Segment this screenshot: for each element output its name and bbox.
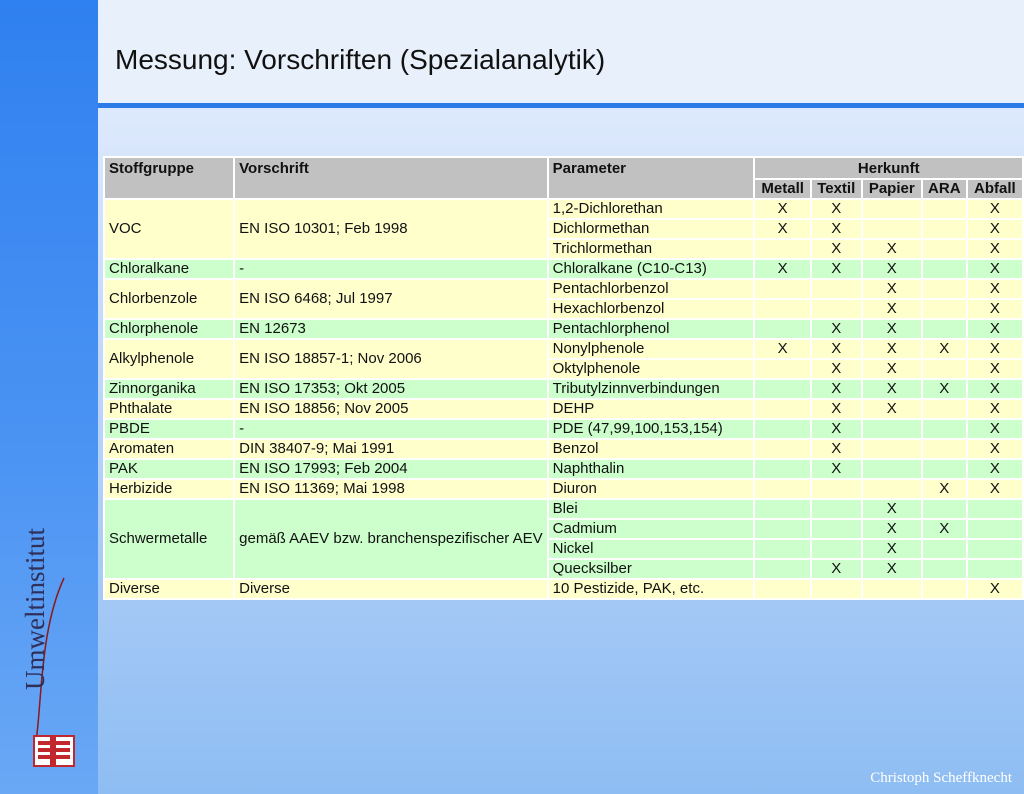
table-row (104, 459, 1023, 479)
cell-herkunft-mark (922, 579, 967, 599)
cell-herkunft-mark: X (754, 339, 810, 359)
cell-herkunft-mark: X (967, 199, 1023, 219)
cell-herkunft-mark (922, 439, 967, 459)
cell-herkunft-mark (967, 539, 1023, 559)
cell-herkunft-mark (922, 419, 967, 439)
cell-herkunft-mark (754, 459, 810, 479)
header-abfall: Abfall (967, 179, 1023, 199)
cell-vorschrift: - (234, 259, 548, 279)
cell-herkunft-mark: X (754, 199, 810, 219)
cell-herkunft-mark (754, 519, 810, 539)
cell-herkunft-mark: X (754, 259, 810, 279)
cell-herkunft-mark (862, 439, 922, 459)
cell-parameter: Nickel (548, 539, 755, 559)
cell-vorschrift: EN 12673 (234, 319, 548, 339)
cell-herkunft-mark: X (967, 259, 1023, 279)
cell-herkunft-mark: X (862, 559, 922, 579)
cell-herkunft-mark: X (811, 399, 862, 419)
measurement-table (103, 156, 1024, 600)
cell-vorschrift: EN ISO 18857-1; Nov 2006 (234, 339, 548, 379)
cell-herkunft-mark (811, 299, 862, 319)
header-metall: Metall (754, 179, 810, 199)
cell-vorschrift: - (234, 419, 548, 439)
cell-herkunft-mark (922, 359, 967, 379)
cell-herkunft-mark (862, 219, 922, 239)
cell-vorschrift: EN ISO 18856; Nov 2005 (234, 399, 548, 419)
cell-parameter: Naphthalin (548, 459, 755, 479)
cell-parameter: Blei (548, 499, 755, 519)
cell-parameter: Cadmium (548, 519, 755, 539)
cell-herkunft-mark: X (967, 339, 1023, 359)
table-row (104, 499, 1023, 519)
cell-herkunft-mark (922, 199, 967, 219)
table-row (104, 439, 1023, 459)
cell-herkunft-mark (922, 459, 967, 479)
cell-herkunft-mark: X (922, 519, 967, 539)
author-credit: Christoph Scheffknecht (870, 770, 1012, 786)
cell-parameter: Nonylphenole (548, 339, 755, 359)
header-vorschrift: Vorschrift (234, 157, 548, 199)
cell-herkunft-mark: X (862, 259, 922, 279)
cell-herkunft-mark: X (862, 339, 922, 359)
cell-herkunft-mark (862, 459, 922, 479)
cell-vorschrift: DIN 38407-9; Mai 1991 (234, 439, 548, 459)
header-papier: Papier (862, 179, 922, 199)
cell-herkunft-mark: X (811, 239, 862, 259)
cell-herkunft-mark: X (811, 359, 862, 379)
cell-herkunft-mark (811, 539, 862, 559)
cell-parameter: DEHP (548, 399, 755, 419)
cell-parameter: Hexachlorbenzol (548, 299, 755, 319)
cell-herkunft-mark: X (811, 339, 862, 359)
cell-herkunft-mark: X (862, 299, 922, 319)
cell-vorschrift: EN ISO 17353; Okt 2005 (234, 379, 548, 399)
table-row (104, 479, 1023, 499)
cell-herkunft-mark (754, 499, 810, 519)
cell-stoffgruppe: Phthalate (104, 399, 234, 419)
cell-stoffgruppe: Aromaten (104, 439, 234, 459)
cell-herkunft-mark: X (862, 519, 922, 539)
cell-vorschrift: EN ISO 17993; Feb 2004 (234, 459, 548, 479)
table-row (104, 379, 1023, 399)
table-row (104, 399, 1023, 419)
cell-herkunft-mark (811, 579, 862, 599)
cell-vorschrift: EN ISO 11369; Mai 1998 (234, 479, 548, 499)
cell-herkunft-mark (754, 239, 810, 259)
cell-parameter: Diuron (548, 479, 755, 499)
cell-herkunft-mark: X (967, 399, 1023, 419)
cell-herkunft-mark (922, 239, 967, 259)
cell-herkunft-mark: X (811, 559, 862, 579)
slide-title: Messung: Vorschriften (Spezialanalytik) (115, 44, 606, 75)
cell-herkunft-mark: X (754, 219, 810, 239)
cell-herkunft-mark (811, 519, 862, 539)
cell-herkunft-mark (754, 419, 810, 439)
table-row (104, 339, 1023, 359)
cell-herkunft-mark: X (967, 419, 1023, 439)
cell-herkunft-mark: X (967, 379, 1023, 399)
table-row (104, 279, 1023, 299)
brand-vertical-text: Umweltinstitut (20, 528, 50, 690)
cell-herkunft-mark (754, 379, 810, 399)
cell-herkunft-mark: X (811, 419, 862, 439)
cell-herkunft-mark: X (967, 299, 1023, 319)
cell-stoffgruppe: PAK (104, 459, 234, 479)
cell-herkunft-mark (754, 479, 810, 499)
table-row (104, 319, 1023, 339)
table-row (104, 579, 1023, 599)
table-row (104, 259, 1023, 279)
cell-herkunft-mark: X (862, 279, 922, 299)
cell-parameter: 1,2-Dichlorethan (548, 199, 755, 219)
cell-herkunft-mark (922, 319, 967, 339)
cell-herkunft-mark: X (811, 199, 862, 219)
cell-herkunft-mark: X (811, 219, 862, 239)
cell-herkunft-mark (922, 279, 967, 299)
cell-herkunft-mark (922, 499, 967, 519)
cell-herkunft-mark: X (862, 379, 922, 399)
cell-parameter: Chloralkane (C10-C13) (548, 259, 755, 279)
cell-stoffgruppe: VOC (104, 199, 234, 259)
cell-parameter: PDE (47,99,100,153,154) (548, 419, 755, 439)
cell-stoffgruppe: Chlorbenzole (104, 279, 234, 319)
cell-herkunft-mark: X (811, 259, 862, 279)
table-row (104, 419, 1023, 439)
cell-herkunft-mark (754, 559, 810, 579)
cell-herkunft-mark: X (862, 399, 922, 419)
cell-parameter: Quecksilber (548, 559, 755, 579)
cell-herkunft-mark (922, 219, 967, 239)
cell-herkunft-mark: X (967, 459, 1023, 479)
cell-stoffgruppe: PBDE (104, 419, 234, 439)
cell-herkunft-mark (862, 419, 922, 439)
cell-herkunft-mark (967, 499, 1023, 519)
cell-parameter: Tributylzinnverbindungen (548, 379, 755, 399)
cell-herkunft-mark: X (862, 319, 922, 339)
cell-herkunft-mark: X (922, 339, 967, 359)
cell-herkunft-mark (754, 299, 810, 319)
cell-herkunft-mark: X (967, 579, 1023, 599)
cell-vorschrift: EN ISO 10301; Feb 1998 (234, 199, 548, 259)
header-stoffgruppe: Stoffgruppe (104, 157, 234, 199)
cell-herkunft-mark (922, 559, 967, 579)
cell-parameter: Pentachlorphenol (548, 319, 755, 339)
cell-herkunft-mark (862, 579, 922, 599)
cell-stoffgruppe: Zinnorganika (104, 379, 234, 399)
cell-herkunft-mark: X (967, 359, 1023, 379)
cell-parameter: Trichlormethan (548, 239, 755, 259)
cell-herkunft-mark: X (811, 319, 862, 339)
cell-herkunft-mark: X (967, 479, 1023, 499)
cell-herkunft-mark (754, 439, 810, 459)
cell-herkunft-mark: X (862, 539, 922, 559)
cell-stoffgruppe: Chloralkane (104, 259, 234, 279)
cell-herkunft-mark (922, 299, 967, 319)
header-herkunft: Herkunft (754, 157, 1023, 179)
cell-herkunft-mark: X (811, 459, 862, 479)
cell-herkunft-mark (967, 559, 1023, 579)
cell-stoffgruppe: Schwermetalle (104, 499, 234, 579)
cell-herkunft-mark (811, 499, 862, 519)
cell-parameter: Dichlormethan (548, 219, 755, 239)
cell-herkunft-mark: X (811, 439, 862, 459)
cell-herkunft-mark (754, 359, 810, 379)
cell-herkunft-mark: X (862, 499, 922, 519)
cell-herkunft-mark (754, 279, 810, 299)
cell-herkunft-mark (862, 199, 922, 219)
header-divider (98, 103, 1024, 108)
header-ara: ARA (922, 179, 967, 199)
cell-herkunft-mark (754, 579, 810, 599)
cell-vorschrift: EN ISO 6468; Jul 1997 (234, 279, 548, 319)
cell-herkunft-mark (922, 259, 967, 279)
cell-herkunft-mark (811, 279, 862, 299)
cell-parameter: Pentachlorbenzol (548, 279, 755, 299)
cell-stoffgruppe: Herbizide (104, 479, 234, 499)
cell-herkunft-mark: X (922, 379, 967, 399)
cell-vorschrift: Diverse (234, 579, 548, 599)
cell-stoffgruppe: Chlorphenole (104, 319, 234, 339)
cell-vorschrift: gemäß AAEV bzw. branchenspezifischer AEV (234, 499, 548, 579)
cell-stoffgruppe: Diverse (104, 579, 234, 599)
table-row (104, 199, 1023, 219)
cell-parameter: Benzol (548, 439, 755, 459)
cell-herkunft-mark: X (811, 379, 862, 399)
cell-herkunft-mark (754, 399, 810, 419)
cell-herkunft-mark: X (967, 439, 1023, 459)
cell-herkunft-mark (754, 319, 810, 339)
cell-herkunft-mark (967, 519, 1023, 539)
cell-herkunft-mark: X (967, 319, 1023, 339)
cell-herkunft-mark: X (922, 479, 967, 499)
header-parameter: Parameter (548, 157, 755, 199)
cell-herkunft-mark: X (967, 239, 1023, 259)
cell-herkunft-mark: X (967, 279, 1023, 299)
cell-parameter: 10 Pestizide, PAK, etc. (548, 579, 755, 599)
cell-herkunft-mark: X (967, 219, 1023, 239)
cell-herkunft-mark (862, 479, 922, 499)
cell-herkunft-mark (811, 479, 862, 499)
header-textil: Textil (811, 179, 862, 199)
cell-herkunft-mark: X (862, 239, 922, 259)
table-body (104, 199, 1023, 599)
cell-stoffgruppe: Alkylphenole (104, 339, 234, 379)
cell-herkunft-mark (922, 539, 967, 559)
cell-herkunft-mark: X (862, 359, 922, 379)
cell-parameter: Oktylphenole (548, 359, 755, 379)
cell-herkunft-mark (754, 539, 810, 559)
cell-herkunft-mark (922, 399, 967, 419)
